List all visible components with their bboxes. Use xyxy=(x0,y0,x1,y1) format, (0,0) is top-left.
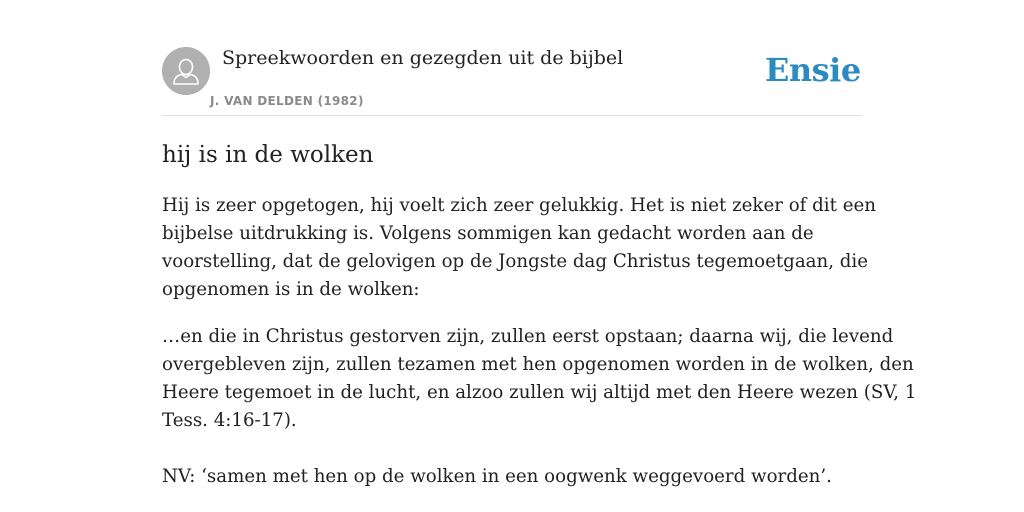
entry-title: hij is in de wolken xyxy=(162,142,374,168)
book-title[interactable]: Spreekwoorden en gezegden uit de bijbel xyxy=(222,47,624,69)
paragraph-line: Tess. 4:16-17). xyxy=(162,410,297,431)
paragraph-line: NV: ‘samen met hen op de wolken in een oogwenk weggevoerd worden’. xyxy=(162,466,832,487)
paragraph-line: bijbelse uitdrukking is. Volgens sommigen kan gedacht worden aan de xyxy=(162,223,814,244)
header-divider xyxy=(162,115,862,116)
paragraph-line: …en die in Christus gestorven zijn, zullen eerst opstaan; daarna wij, die levend xyxy=(162,326,894,347)
paragraph-line: Hij is zeer opgetogen, hij voelt zich zeer gelukkig. Het is niet zeker of dit een xyxy=(162,195,876,216)
paragraph-line: Heere tegemoet in de lucht, en alzoo zullen wij altijd met den Heere wezen (SV, 1 xyxy=(162,382,917,403)
paragraph-line: voorstelling, dat de gelovigen op de Jongste dag Christus tegemoetgaan, die xyxy=(162,251,869,272)
author-avatar xyxy=(162,47,210,95)
body-paragraph xyxy=(162,192,876,304)
nv-quote-paragraph xyxy=(162,463,862,491)
paragraph-line: opgenomen is in de wolken: xyxy=(162,279,420,300)
author-name[interactable]: J. VAN DELDEN (1982) xyxy=(210,94,364,108)
brand-logo[interactable]: Ensie xyxy=(765,51,861,89)
paragraph-line: overgebleven zijn, zullen tezamen met hen opgenomen worden in de wolken, den xyxy=(162,354,914,375)
bible-quote-paragraph xyxy=(162,323,917,435)
user-silhouette-icon xyxy=(162,47,210,95)
